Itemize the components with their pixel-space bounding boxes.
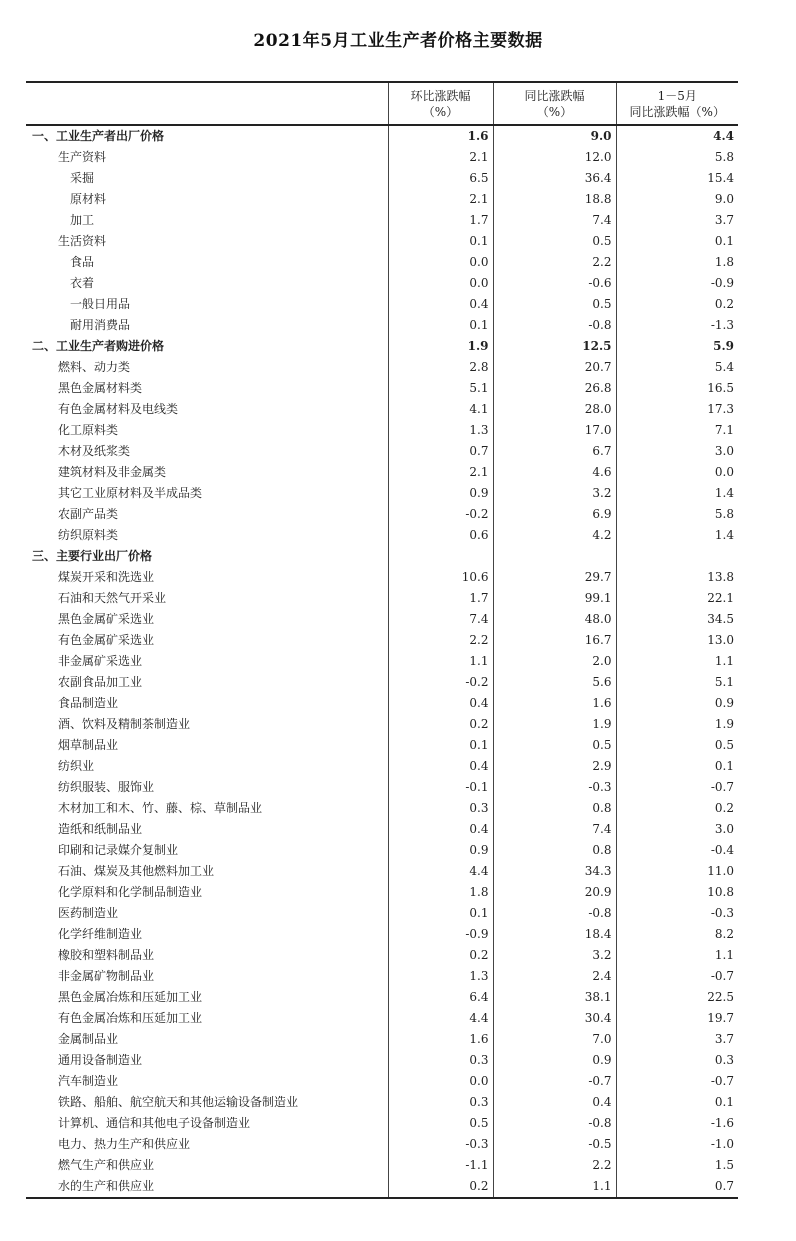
ytd-value: -0.7 bbox=[710, 969, 734, 983]
table-row bbox=[26, 546, 738, 567]
yoy-value: 30.4 bbox=[493, 1008, 616, 1029]
mom-value: 7.4 bbox=[388, 609, 493, 630]
ytd-value: 34.5 bbox=[707, 612, 734, 626]
mom-value: 0.5 bbox=[388, 1113, 493, 1134]
row-label: 食品制造业 bbox=[26, 693, 388, 714]
row-label: 印刷和记录媒介复制业 bbox=[26, 840, 388, 861]
header-category bbox=[26, 82, 388, 125]
ytd-value: 13.0 bbox=[707, 633, 734, 647]
ytd-value: 1.1 bbox=[714, 654, 734, 668]
mom-value: 0.1 bbox=[388, 231, 493, 252]
table-row bbox=[26, 525, 738, 546]
mom-value: 0.3 bbox=[388, 1050, 493, 1071]
table-row bbox=[26, 420, 738, 441]
yoy-value: 17.0 bbox=[493, 420, 616, 441]
mom-value bbox=[388, 546, 493, 567]
mom-value: 4.4 bbox=[388, 1008, 493, 1029]
mom-value: 0.6 bbox=[388, 525, 493, 546]
ytd-value: 15.4 bbox=[707, 171, 734, 185]
table-row bbox=[26, 189, 738, 210]
yoy-value: -0.3 bbox=[493, 777, 616, 798]
table-row bbox=[26, 294, 738, 315]
table-row bbox=[26, 1008, 738, 1029]
row-label: 黑色金属冶炼和压延加工业 bbox=[26, 987, 388, 1008]
yoy-value: 28.0 bbox=[493, 399, 616, 420]
yoy-value: 12.5 bbox=[493, 336, 616, 357]
table-row bbox=[26, 861, 738, 882]
row-label: 一、工业生产者出厂价格 bbox=[26, 125, 388, 147]
header-mom bbox=[388, 82, 493, 125]
table-row bbox=[26, 609, 738, 630]
table-row bbox=[26, 252, 738, 273]
yoy-value: 48.0 bbox=[493, 609, 616, 630]
table-row bbox=[26, 147, 738, 168]
ytd-value: 0.9 bbox=[714, 696, 734, 710]
mom-value: 0.1 bbox=[388, 315, 493, 336]
row-label: 铁路、船舶、航空航天和其他运输设备制造业 bbox=[26, 1092, 388, 1113]
mom-value: 0.4 bbox=[388, 294, 493, 315]
mom-value: 2.1 bbox=[388, 189, 493, 210]
mom-value: 0.4 bbox=[388, 756, 493, 777]
row-label: 石油、煤炭及其他燃料加工业 bbox=[26, 861, 388, 882]
mom-value: 1.3 bbox=[388, 420, 493, 441]
price-data-table bbox=[26, 81, 738, 1199]
row-label: 纺织服装、服饰业 bbox=[26, 777, 388, 798]
mom-value: -0.2 bbox=[388, 504, 493, 525]
ytd-value: 3.7 bbox=[714, 1032, 734, 1046]
mom-value: 6.4 bbox=[388, 987, 493, 1008]
yoy-value: 9.0 bbox=[493, 125, 616, 147]
mom-value: 1.1 bbox=[388, 651, 493, 672]
row-label: 纺织原料类 bbox=[26, 525, 388, 546]
table-row bbox=[26, 441, 738, 462]
yoy-value: 34.3 bbox=[493, 861, 616, 882]
table-row bbox=[26, 1071, 738, 1092]
table-row bbox=[26, 735, 738, 756]
yoy-value: 6.7 bbox=[493, 441, 616, 462]
yoy-value: 16.7 bbox=[493, 630, 616, 651]
row-label: 金属制品业 bbox=[26, 1029, 388, 1050]
table-row bbox=[26, 651, 738, 672]
mom-value: 0.9 bbox=[388, 840, 493, 861]
header-yoy-label: 同比涨跌幅 bbox=[524, 88, 585, 103]
mom-value: 1.6 bbox=[388, 125, 493, 147]
yoy-value: 7.4 bbox=[493, 819, 616, 840]
table-row bbox=[26, 231, 738, 252]
yoy-value: 26.8 bbox=[493, 378, 616, 399]
yoy-value: 7.4 bbox=[493, 210, 616, 231]
table-row bbox=[26, 378, 738, 399]
table-row bbox=[26, 357, 738, 378]
mom-value: 0.0 bbox=[388, 273, 493, 294]
ytd-value: 11.0 bbox=[707, 864, 734, 878]
ytd-value: 0.3 bbox=[714, 1053, 734, 1067]
mom-value: 0.2 bbox=[388, 945, 493, 966]
yoy-value: 1.1 bbox=[493, 1176, 616, 1198]
row-label: 农副产品类 bbox=[26, 504, 388, 525]
ytd-value: 5.8 bbox=[714, 150, 734, 164]
ytd-value: 22.1 bbox=[707, 591, 734, 605]
table-row bbox=[26, 693, 738, 714]
ytd-value: 0.1 bbox=[714, 759, 734, 773]
ytd-value: 1.1 bbox=[714, 948, 734, 962]
ytd-value: 0.2 bbox=[714, 801, 734, 815]
table-row bbox=[26, 1176, 738, 1198]
ytd-value: 0.1 bbox=[714, 1095, 734, 1109]
table-row bbox=[26, 903, 738, 924]
row-label: 采掘 bbox=[26, 168, 388, 189]
yoy-value: -0.5 bbox=[493, 1134, 616, 1155]
ytd-value: 5.1 bbox=[714, 675, 734, 689]
yoy-value: -0.6 bbox=[493, 273, 616, 294]
yoy-value: 1.9 bbox=[493, 714, 616, 735]
header-yoy-unit: （%） bbox=[536, 104, 573, 119]
ytd-value: 3.7 bbox=[714, 213, 734, 227]
mom-value: 1.6 bbox=[388, 1029, 493, 1050]
yoy-value: 0.9 bbox=[493, 1050, 616, 1071]
ytd-value: -0.3 bbox=[710, 906, 734, 920]
yoy-value: 0.5 bbox=[493, 294, 616, 315]
table-row bbox=[26, 399, 738, 420]
row-label: 化学原料和化学制品制造业 bbox=[26, 882, 388, 903]
yoy-value: 2.0 bbox=[493, 651, 616, 672]
yoy-value: 20.7 bbox=[493, 357, 616, 378]
table-row bbox=[26, 1155, 738, 1176]
yoy-value: 2.2 bbox=[493, 1155, 616, 1176]
mom-value: 1.8 bbox=[388, 882, 493, 903]
row-label: 电力、热力生产和供应业 bbox=[26, 1134, 388, 1155]
yoy-value: 3.2 bbox=[493, 945, 616, 966]
table-row bbox=[26, 945, 738, 966]
mom-value: 4.4 bbox=[388, 861, 493, 882]
ytd-value: 5.8 bbox=[714, 507, 734, 521]
header-ytd-period: 1－5月 bbox=[657, 88, 697, 103]
row-label: 烟草制品业 bbox=[26, 735, 388, 756]
table-row bbox=[26, 315, 738, 336]
table-row bbox=[26, 504, 738, 525]
table-row bbox=[26, 924, 738, 945]
row-label: 燃料、动力类 bbox=[26, 357, 388, 378]
yoy-value: 0.8 bbox=[493, 798, 616, 819]
ytd-value: 8.2 bbox=[714, 927, 734, 941]
row-label: 汽车制造业 bbox=[26, 1071, 388, 1092]
ytd-value: 10.8 bbox=[707, 885, 734, 899]
ytd-value: 5.4 bbox=[714, 360, 734, 374]
row-label: 木材及纸浆类 bbox=[26, 441, 388, 462]
table-row bbox=[26, 483, 738, 504]
ytd-value: 13.8 bbox=[707, 570, 734, 584]
row-label: 黑色金属矿采选业 bbox=[26, 609, 388, 630]
ytd-value: -0.4 bbox=[710, 843, 734, 857]
yoy-value: 0.8 bbox=[493, 840, 616, 861]
row-label: 衣着 bbox=[26, 273, 388, 294]
row-label: 通用设备制造业 bbox=[26, 1050, 388, 1071]
row-label: 建筑材料及非金属类 bbox=[26, 462, 388, 483]
ytd-value: -1.0 bbox=[710, 1137, 734, 1151]
mom-value: 0.0 bbox=[388, 252, 493, 273]
mom-value: 0.3 bbox=[388, 1092, 493, 1113]
row-label: 医药制造业 bbox=[26, 903, 388, 924]
ytd-value: 4.4 bbox=[713, 129, 734, 143]
header-ytd-label: 同比涨跌幅（%） bbox=[629, 104, 725, 119]
row-label: 加工 bbox=[26, 210, 388, 231]
yoy-value: -0.8 bbox=[493, 315, 616, 336]
yoy-value: 29.7 bbox=[493, 567, 616, 588]
yoy-value: 20.9 bbox=[493, 882, 616, 903]
table-row bbox=[26, 462, 738, 483]
yoy-value: 2.9 bbox=[493, 756, 616, 777]
mom-value: 1.3 bbox=[388, 966, 493, 987]
row-label: 石油和天然气开采业 bbox=[26, 588, 388, 609]
yoy-value: 99.1 bbox=[493, 588, 616, 609]
ytd-value bbox=[616, 546, 738, 567]
table-row bbox=[26, 588, 738, 609]
yoy-value: 18.8 bbox=[493, 189, 616, 210]
row-label: 黑色金属材料类 bbox=[26, 378, 388, 399]
row-label: 燃气生产和供应业 bbox=[26, 1155, 388, 1176]
row-label: 水的生产和供应业 bbox=[26, 1176, 388, 1198]
table-header-row bbox=[26, 82, 738, 125]
yoy-value: -0.8 bbox=[493, 1113, 616, 1134]
header-mom-label: 环比涨跌幅 bbox=[410, 88, 471, 103]
row-label: 造纸和纸制品业 bbox=[26, 819, 388, 840]
row-label: 非金属矿采选业 bbox=[26, 651, 388, 672]
row-label: 有色金属材料及电线类 bbox=[26, 399, 388, 420]
table-row bbox=[26, 1113, 738, 1134]
ytd-value: -0.7 bbox=[710, 1074, 734, 1088]
row-label: 有色金属矿采选业 bbox=[26, 630, 388, 651]
yoy-value: 12.0 bbox=[493, 147, 616, 168]
mom-value: 5.1 bbox=[388, 378, 493, 399]
mom-value: -0.3 bbox=[388, 1134, 493, 1155]
table-row bbox=[26, 672, 738, 693]
yoy-value: 5.6 bbox=[493, 672, 616, 693]
table-row bbox=[26, 798, 738, 819]
ytd-value: 19.7 bbox=[707, 1011, 734, 1025]
ytd-value: 16.5 bbox=[707, 381, 734, 395]
yoy-value: 2.2 bbox=[493, 252, 616, 273]
row-label: 三、主要行业出厂价格 bbox=[26, 546, 388, 567]
table-row bbox=[26, 125, 738, 147]
row-label: 生活资料 bbox=[26, 231, 388, 252]
table-row bbox=[26, 777, 738, 798]
row-label: 其它工业原材料及半成品类 bbox=[26, 483, 388, 504]
mom-value: 1.9 bbox=[388, 336, 493, 357]
table-body bbox=[26, 125, 738, 1198]
mom-value: 0.2 bbox=[388, 714, 493, 735]
ytd-value: 0.2 bbox=[714, 297, 734, 311]
row-label: 生产资料 bbox=[26, 147, 388, 168]
mom-value: 2.8 bbox=[388, 357, 493, 378]
ytd-value: 0.5 bbox=[714, 738, 734, 752]
ytd-value: 3.0 bbox=[714, 822, 734, 836]
yoy-value: 0.4 bbox=[493, 1092, 616, 1113]
header-ytd bbox=[616, 82, 738, 125]
mom-value: 2.2 bbox=[388, 630, 493, 651]
table-row bbox=[26, 168, 738, 189]
mom-value: 10.6 bbox=[388, 567, 493, 588]
table-row bbox=[26, 630, 738, 651]
table-row bbox=[26, 567, 738, 588]
ytd-value: -1.3 bbox=[710, 318, 734, 332]
table-row bbox=[26, 840, 738, 861]
yoy-value: 18.4 bbox=[493, 924, 616, 945]
yoy-value: 0.5 bbox=[493, 231, 616, 252]
row-label: 一般日用品 bbox=[26, 294, 388, 315]
mom-value: 0.9 bbox=[388, 483, 493, 504]
row-label: 化学纤维制造业 bbox=[26, 924, 388, 945]
ytd-value: 0.7 bbox=[616, 1176, 738, 1198]
yoy-value: -0.7 bbox=[493, 1071, 616, 1092]
table-row bbox=[26, 756, 738, 777]
row-label: 酒、饮料及精制茶制造业 bbox=[26, 714, 388, 735]
table-row bbox=[26, 273, 738, 294]
row-label: 非金属矿物制品业 bbox=[26, 966, 388, 987]
ytd-value: 3.0 bbox=[714, 444, 734, 458]
mom-value: -0.1 bbox=[388, 777, 493, 798]
ytd-value: 1.5 bbox=[714, 1158, 734, 1172]
yoy-value: 36.4 bbox=[493, 168, 616, 189]
yoy-value bbox=[493, 546, 616, 567]
mom-value: 0.2 bbox=[388, 1176, 493, 1198]
yoy-value: 38.1 bbox=[493, 987, 616, 1008]
table-row bbox=[26, 210, 738, 231]
ytd-value: 9.0 bbox=[714, 192, 734, 206]
row-label: 橡胶和塑料制品业 bbox=[26, 945, 388, 966]
mom-value: 6.5 bbox=[388, 168, 493, 189]
mom-value: -0.9 bbox=[388, 924, 493, 945]
table-row bbox=[26, 882, 738, 903]
ytd-value: 0.0 bbox=[714, 465, 734, 479]
row-label: 化工原料类 bbox=[26, 420, 388, 441]
ytd-value: 1.4 bbox=[714, 528, 734, 542]
row-label: 原材料 bbox=[26, 189, 388, 210]
yoy-value: 0.5 bbox=[493, 735, 616, 756]
table-row bbox=[26, 1134, 738, 1155]
mom-value: -0.2 bbox=[388, 672, 493, 693]
mom-value: 1.7 bbox=[388, 210, 493, 231]
mom-value: 2.1 bbox=[388, 462, 493, 483]
table-row bbox=[26, 1092, 738, 1113]
yoy-value: 4.2 bbox=[493, 525, 616, 546]
table-row bbox=[26, 714, 738, 735]
ytd-value: -0.9 bbox=[710, 276, 734, 290]
yoy-value: 1.6 bbox=[493, 693, 616, 714]
yoy-value: 2.4 bbox=[493, 966, 616, 987]
yoy-value: 3.2 bbox=[493, 483, 616, 504]
yoy-value: -0.8 bbox=[493, 903, 616, 924]
yoy-value: 7.0 bbox=[493, 1029, 616, 1050]
row-label: 农副食品加工业 bbox=[26, 672, 388, 693]
row-label: 木材加工和木、竹、藤、棕、草制品业 bbox=[26, 798, 388, 819]
mom-value: 0.1 bbox=[388, 735, 493, 756]
header-yoy bbox=[493, 82, 616, 125]
page-title: 2021年5月工业生产者价格主要数据 bbox=[253, 31, 543, 51]
row-label: 耐用消费品 bbox=[26, 315, 388, 336]
mom-value: 4.1 bbox=[388, 399, 493, 420]
table-row bbox=[26, 987, 738, 1008]
mom-value: 0.4 bbox=[388, 819, 493, 840]
table-row bbox=[26, 336, 738, 357]
ytd-value: 1.8 bbox=[714, 255, 734, 269]
mom-value: 0.7 bbox=[388, 441, 493, 462]
mom-value: 0.1 bbox=[388, 903, 493, 924]
ytd-value: 1.9 bbox=[714, 717, 734, 731]
ytd-value: -1.6 bbox=[710, 1116, 734, 1130]
table-row bbox=[26, 1050, 738, 1071]
mom-value: 0.4 bbox=[388, 693, 493, 714]
ytd-value: 1.4 bbox=[714, 486, 734, 500]
row-label: 二、工业生产者购进价格 bbox=[26, 336, 388, 357]
row-label: 食品 bbox=[26, 252, 388, 273]
row-label: 煤炭开采和洗选业 bbox=[26, 567, 388, 588]
ytd-value: -0.7 bbox=[710, 780, 734, 794]
yoy-value: 4.6 bbox=[493, 462, 616, 483]
table-row bbox=[26, 1029, 738, 1050]
mom-value: -1.1 bbox=[388, 1155, 493, 1176]
ytd-value: 17.3 bbox=[707, 402, 734, 416]
table-row bbox=[26, 819, 738, 840]
ytd-value: 5.9 bbox=[713, 339, 734, 353]
header-mom-unit: （%） bbox=[422, 104, 459, 119]
mom-value: 0.0 bbox=[388, 1071, 493, 1092]
table-row bbox=[26, 966, 738, 987]
row-label: 纺织业 bbox=[26, 756, 388, 777]
row-label: 计算机、通信和其他电子设备制造业 bbox=[26, 1113, 388, 1134]
row-label: 有色金属冶炼和压延加工业 bbox=[26, 1008, 388, 1029]
ytd-value: 0.1 bbox=[714, 234, 734, 248]
ytd-value: 7.1 bbox=[714, 423, 734, 437]
mom-value: 0.3 bbox=[388, 798, 493, 819]
yoy-value: 6.9 bbox=[493, 504, 616, 525]
mom-value: 2.1 bbox=[388, 147, 493, 168]
mom-value: 1.7 bbox=[388, 588, 493, 609]
ytd-value: 22.5 bbox=[707, 990, 734, 1004]
